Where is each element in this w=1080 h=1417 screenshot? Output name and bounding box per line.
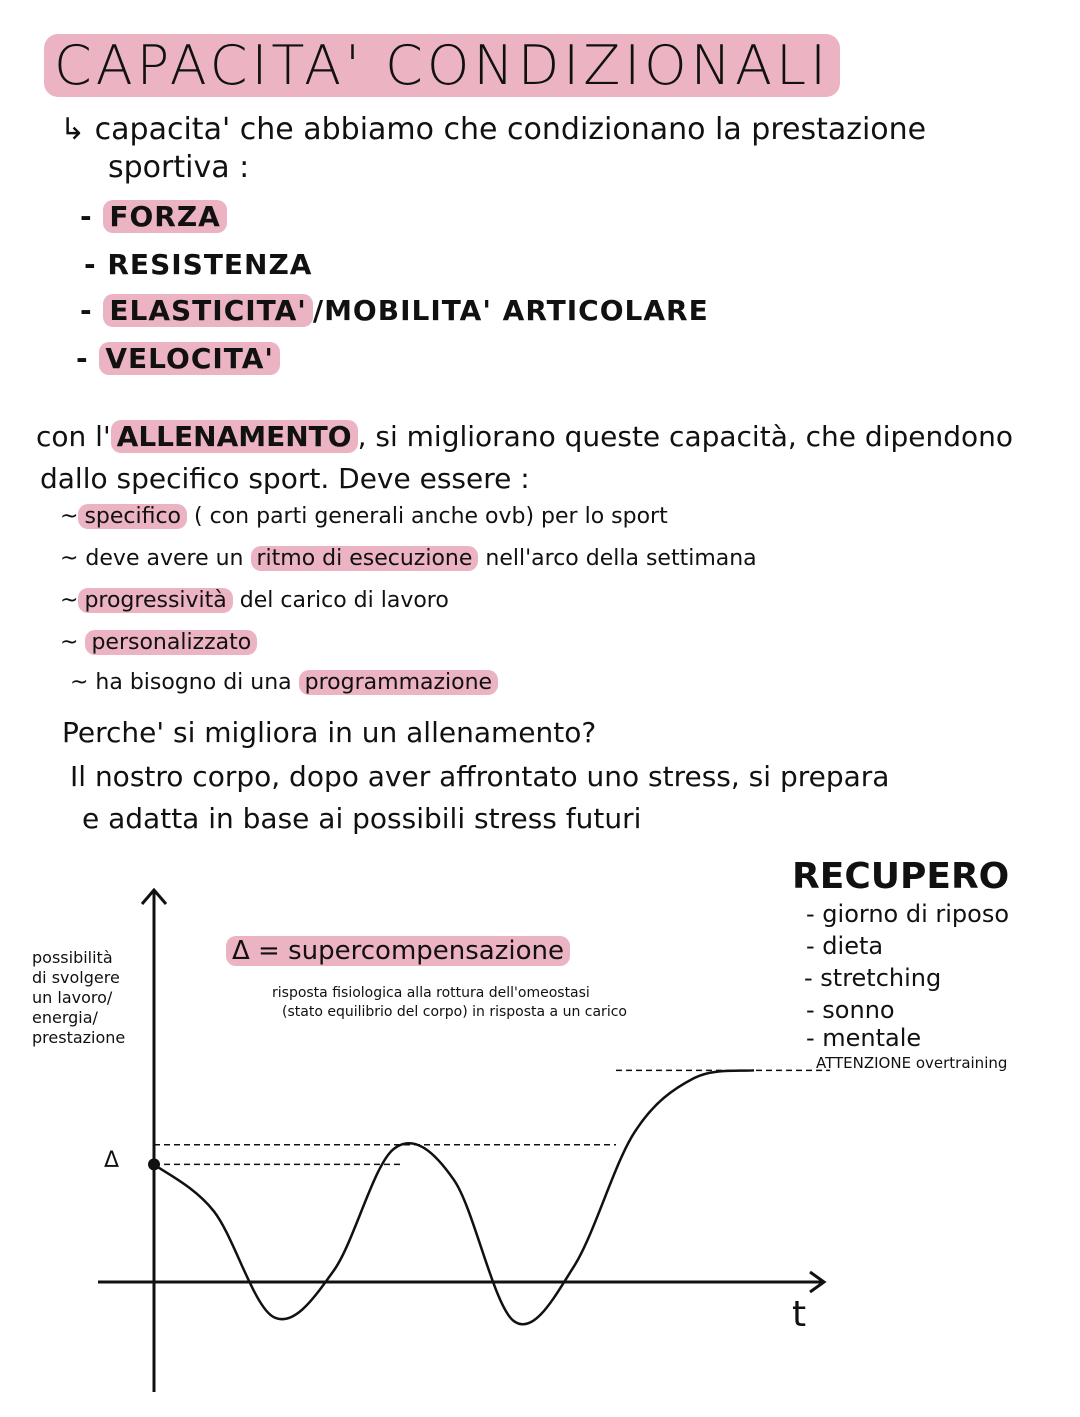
training-question: Perche' si migliora in un allenamento? bbox=[62, 716, 597, 749]
item-suffix: del carico di lavoro bbox=[239, 588, 449, 613]
recovery-warning: ATTENZIONE overtraining bbox=[816, 1054, 1008, 1072]
training-p1-pre: con l' bbox=[36, 420, 111, 453]
ylabel-line: possibilità bbox=[32, 948, 113, 967]
capacity-label: ELASTICITA' bbox=[103, 294, 312, 327]
performance-curve bbox=[154, 1070, 754, 1324]
recovery-item: - stretching bbox=[804, 964, 942, 992]
training-line-2: dallo specifico sport. Deve essere : bbox=[40, 462, 530, 495]
training-answer-2: e adatta in base ai possibili stress futuri bbox=[82, 802, 642, 835]
recovery-item: - dieta bbox=[806, 932, 884, 960]
recovery-item: - mentale bbox=[806, 1024, 922, 1052]
intro-line-2: sportiva : bbox=[108, 150, 250, 185]
ylabel-line: energia/ bbox=[32, 1008, 98, 1027]
capacity-item-elasticita: - ELASTICITA' /MOBILITA' ARTICOLARE bbox=[80, 294, 709, 327]
capacity-item-forza: - FORZA bbox=[80, 200, 227, 233]
item-key: specifico bbox=[78, 504, 187, 529]
chart-xlabel: t bbox=[792, 1294, 807, 1335]
chart-delta-label: Δ bbox=[104, 1148, 120, 1173]
recovery-title: RECUPERO bbox=[792, 856, 1010, 897]
item-prefix: ~ bbox=[60, 504, 79, 529]
item-suffix: ( con parti generali anche ovb) per lo sport bbox=[194, 504, 668, 529]
chart-note-1: risposta fisiologica alla rottura dell'omeostasi bbox=[272, 985, 590, 1001]
recovery-item: - giorno di riposo bbox=[806, 900, 1010, 928]
item-prefix: ~ bbox=[60, 588, 79, 613]
item-key: programmazione bbox=[299, 670, 498, 695]
item-prefix: ~ ha bisogno di una bbox=[70, 670, 292, 695]
intro-line-1: ↳ capacita' che abbiamo che condizionano la prestazione bbox=[60, 112, 927, 147]
training-answer-1: Il nostro corpo, dopo aver affrontato uno stress, si prepara bbox=[70, 760, 890, 793]
item-key: ritmo di esecuzione bbox=[251, 546, 479, 571]
chart-title-text: Δ = supercompensazione bbox=[226, 936, 570, 966]
capacity-label: FORZA bbox=[103, 200, 226, 233]
capacity-item-velocita: - VELOCITA' bbox=[76, 342, 280, 375]
item-prefix: ~ deve avere un bbox=[60, 546, 244, 571]
capacity-item-resistenza: - RESISTENZA bbox=[84, 248, 313, 281]
ylabel-line: prestazione bbox=[32, 1028, 126, 1047]
training-key-allenamento: ALLENAMENTO bbox=[111, 420, 358, 453]
item-suffix: nell'arco della settimana bbox=[485, 546, 757, 571]
ylabel-line: di svolgere bbox=[32, 968, 120, 987]
item-key: personalizzato bbox=[85, 630, 257, 655]
capacity-label: VELOCITA' bbox=[99, 342, 280, 375]
item-prefix: ~ bbox=[60, 630, 79, 655]
training-p1-post: , si migliorano queste capacità, che dipendono bbox=[357, 420, 1013, 453]
chart-note-2: (stato equilibrio del corpo) in risposta a un carico bbox=[282, 1004, 627, 1020]
ylabel-line: un lavoro/ bbox=[32, 988, 113, 1007]
item-key: progressività bbox=[78, 588, 232, 613]
capacity-label: RESISTENZA bbox=[107, 248, 313, 281]
capacity-label-mobilita: /MOBILITA' ARTICOLARE bbox=[312, 294, 709, 327]
recovery-item: - sonno bbox=[806, 996, 895, 1024]
start-point bbox=[148, 1158, 160, 1170]
page-title-text: CAPACITA' CONDIZIONALI bbox=[44, 34, 840, 97]
